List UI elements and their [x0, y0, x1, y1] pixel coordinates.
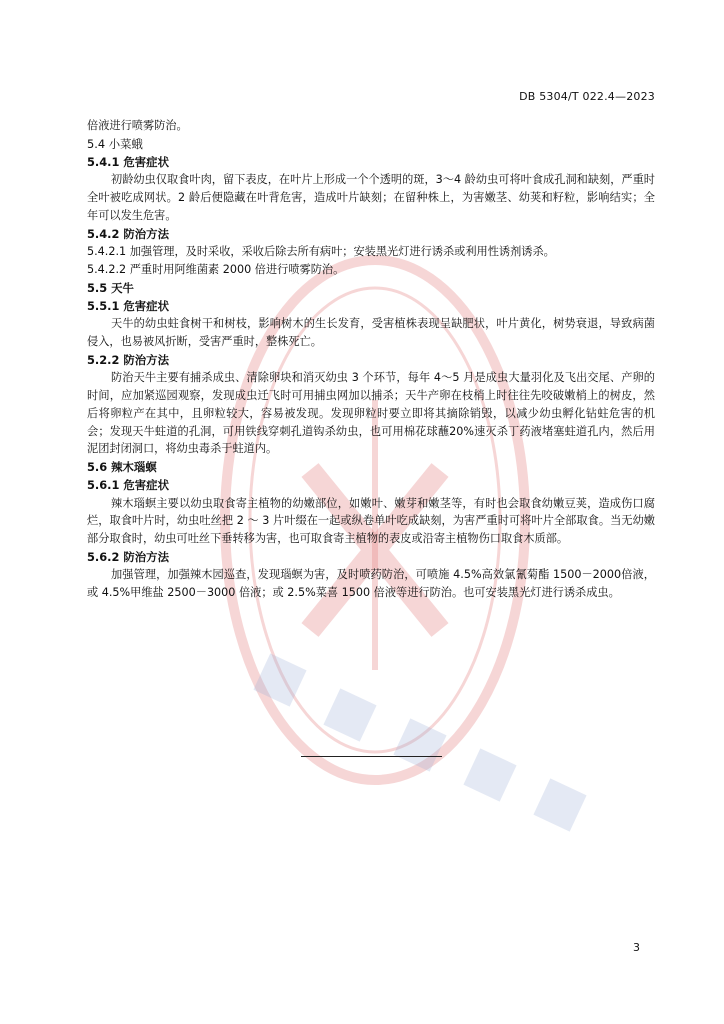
end-rule: [301, 756, 442, 757]
subsection-heading: 5.4.1 危害症状: [87, 155, 169, 169]
platform-watermark-icon: [240, 640, 600, 840]
section-heading: 5.5 天牛: [87, 280, 134, 295]
subsection-heading: 5.4.2 防治方法: [87, 226, 169, 241]
clause: 5.4.2.2 严重时用阿维菌素 2000 倍进行喷雾防治。: [87, 262, 345, 276]
subsection-heading: 5.5.1 危害症状: [87, 298, 169, 313]
paragraph: 辣木瑙螟主要以幼虫取食寄主植物的幼嫩部位，如嫩叶、嫩芽和嫩茎等，有时也会取食幼嫩豆荚，造成伤口腐烂，取食叶片时，幼虫吐丝把 2 ～ 3 片叶缀在一起或纵卷单叶吃成缺刻，为害严重时可将叶片全部取食。当无幼嫩部分取食时，幼虫可吐丝下垂转移为害，也可取食寄主植物的表皮或沿寄主植物伤口取食木质部。: [87, 496, 655, 546]
paragraph: 初龄幼虫仅取食叶肉，留下表皮，在叶片上形成一个个透明的斑，3～4 龄幼虫可将叶食成孔洞和缺刻，严重时全叶被吃成网状。2 龄后便隐藏在叶背危害，造成叶片缺刻；在留种株上，为害嫩茎、幼荚和籽粒，影响结实；全年可以发生危害。: [87, 173, 655, 222]
clause: 5.4.2.1 加强管理，及时采收，采收后除去所有病叶；安装黑光灯进行诱杀或利用性诱剂诱杀。: [87, 244, 555, 258]
page-number: 3: [633, 941, 640, 954]
section-heading: 5.6 辣木瑙螟: [87, 460, 157, 475]
subsection-heading: 5.6.2 防治方法: [87, 550, 169, 565]
subsection-heading: 5.2.2 防治方法: [87, 352, 169, 367]
section-heading: 5.4 小菜蛾: [87, 136, 143, 151]
paragraph: 防治天牛主要有捕杀成虫、清除卵块和消灭幼虫 3 个环节，每年 4～5 月是成虫大量羽化及飞出交尾、产卵的时间，应加紧巡园观察，发现成虫迁飞时可用捕虫网加以捕杀；天牛产卵在枝梢上时往往先咬破嫩梢上的树皮，然后将卵粒产在其中，且卵粒较大，容易被发现。发现卵粒时要立即将其摘除销毁，以减少幼虫孵化钻蛀危害的机会；发现天牛蛀道的孔洞，可用铁线穿刺孔道钩杀幼虫，也可用棉花球蘸20%速灭杀丁药液堵塞蛀道孔内，然后用泥团封闭洞口，将幼虫毒杀于蛀道内。: [87, 370, 655, 456]
document-body: [87, 117, 655, 602]
paragraph: 加强管理，加强辣木园巡查，发现瑙螟为害，及时喷药防治，可喷施 4.5%高效氯氰菊酯 1500－2000倍液，或 4.5%甲维盐 2500－3000 倍液；或 2.5%菜喜 1500 倍液等进行防治。也可安装黑光灯进行诱杀成虫。: [87, 568, 655, 600]
subsection-heading: 5.6.1 危害症状: [87, 478, 169, 493]
paragraph-continuation: 倍液进行喷雾防治。: [87, 119, 188, 132]
standard-code: DB 5304/T 022.4—2023: [519, 90, 655, 103]
paragraph: 天牛的幼虫蛀食树干和树枝，影响树木的生长发育，受害植株表现呈缺肥状，叶片黄化，树势衰退，导致病菌侵入，也易被风折断，受害严重时，整株死亡。: [87, 316, 655, 348]
